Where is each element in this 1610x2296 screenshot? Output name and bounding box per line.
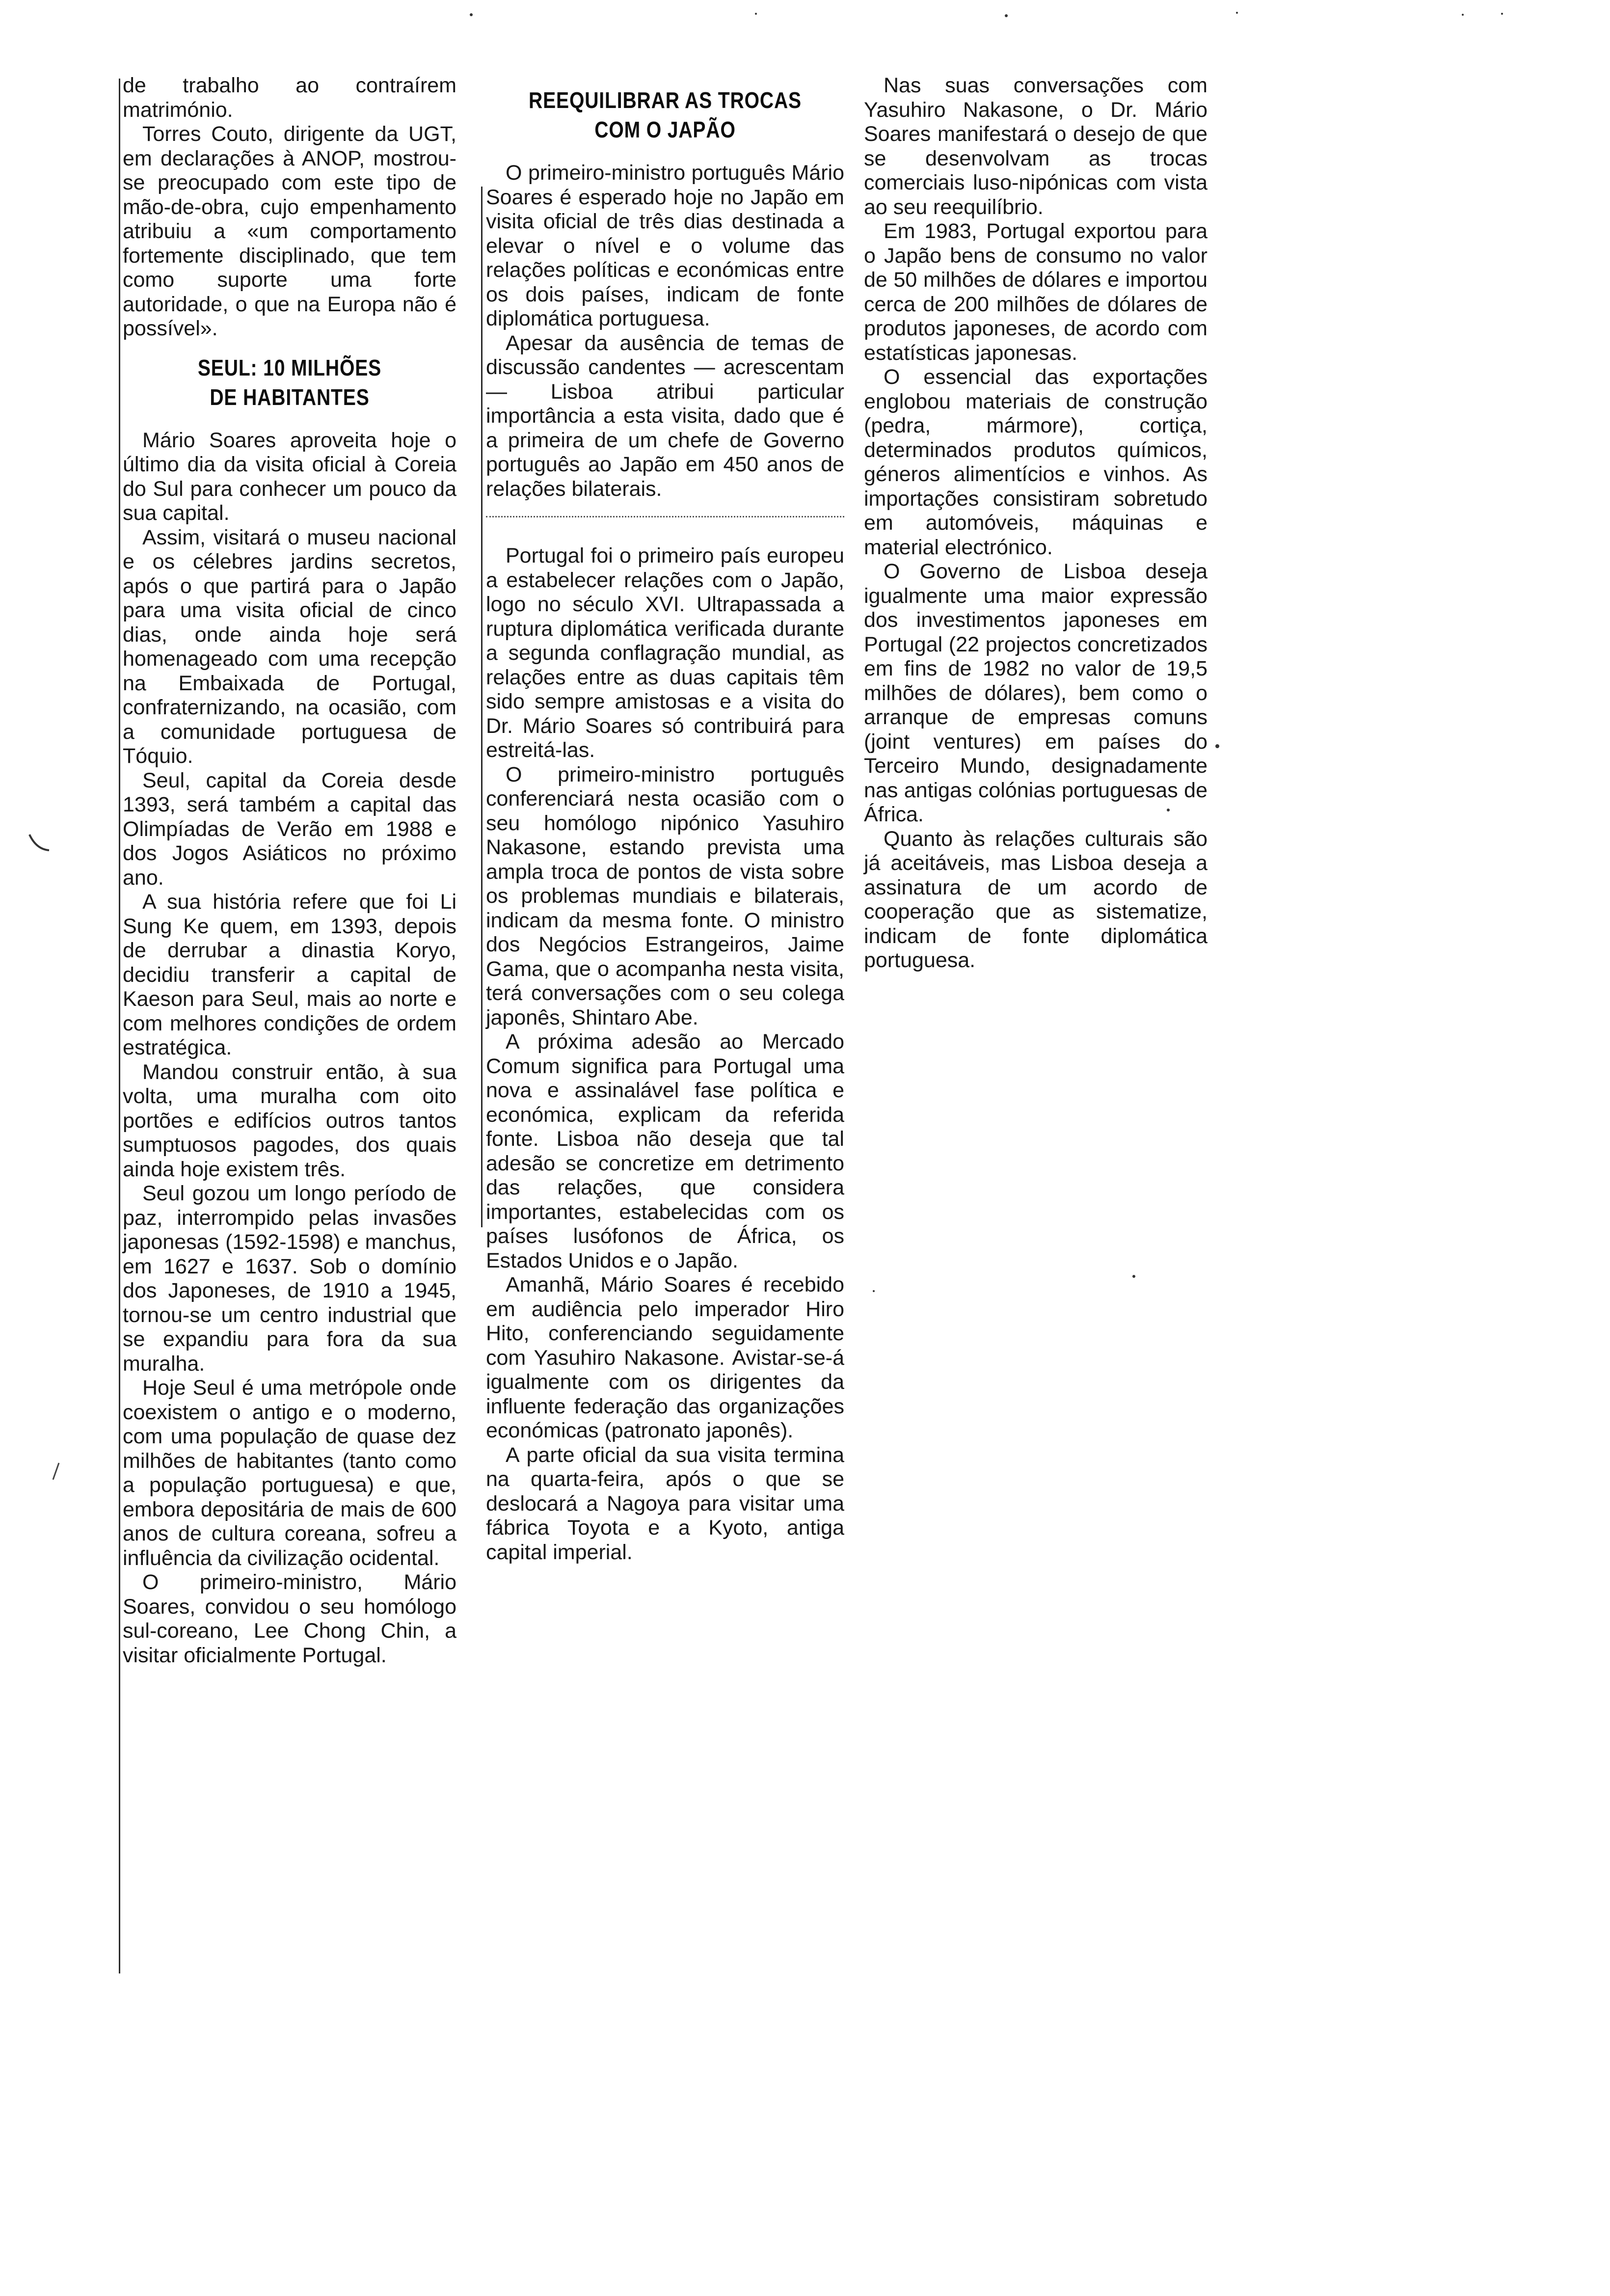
article-paragraph: O Governo de Lisboa deseja igualmente uma maior expressão dos investimentos japoneses em Portugal (22 projectos concretizados em fins de 1982 no valor de 19,5 milhões de dólares), bem como o arranque de empresas comuns (joint ventures) em países do Terceiro Mundo, designadamente nas antigas colónias portuguesas de África. (864, 560, 1208, 826)
article-paragraph: O primeiro-ministro português conferenciará nesta ocasião com o seu homólogo nipónico Yasuhiro Nakasone, estando prevista uma ampla troca de pontos de vista sobre os problemas mundiais e bilaterais, indicam da mesma fonte. O ministro dos Negócios Estrangeiros, Jaime Gama, que o acompanha nesta visita, terá conversações com o seu colega japonês, Shintaro Abe. (486, 762, 844, 1029)
article-paragraph: Mandou construir então, à sua volta, uma muralha com oito portões e edifícios outros tantos sumptuosos pagodes, dos quais ainda hoje existem três. (123, 1060, 456, 1181)
headline-line: REEQUILIBRAR AS TROCAS (528, 87, 802, 113)
column-edge-line (119, 491, 120, 1973)
article-paragraph: A próxima adesão ao Mercado Comum significa para Portugal uma nova e assinalável fase política e económica, explicam da referida fonte. Lisboa não deseja que tal adesão se concretize em detrimento das relações, que considera importantes, estabelecidas com os países lusófonos de África, os Estados Unidos e o Japão. (486, 1030, 844, 1272)
article-paragraph: O primeiro-ministro português Mário Soares é esperado hoje no Japão em visita oficial de três dias destinada a elevar o nível e o volume das relações políticas e económicas entre os dois países, indicam de fonte diplomática portuguesa. (486, 161, 844, 330)
article-paragraph: Em 1983, Portugal exportou para o Japão bens de consumo no valor de 50 milhões de dólares e importou cerca de 200 milhões de dólares de produtos japoneses, de acordo com estatísticas japonesas. (864, 219, 1208, 365)
article-paragraph: A sua história refere que foi Li Sung Ke quem, em 1393, depois de derrubar a dinastia Koryo, decidiu transferir a capital de Kaeson para Seul, mais ao norte e com melhores condições de ordem estratégica. (123, 890, 456, 1059)
article-paragraph: O essencial das exportações englobou materiais de construção (pedra, mármore), cortiça, determinados produtos químicos, géneros alimentícios e vinhos. As importações consistiram sobretudo em automóveis, máquinas e material electrónico. (864, 365, 1208, 559)
article-paragraph: Quanto às relações culturais são já aceitáveis, mas Lisboa deseja a assinatura de um acordo de cooperação que as sistematize, indicam de fonte diplomática portuguesa. (864, 827, 1208, 972)
article-paragraph: Portugal foi o primeiro país europeu a estabelecer relações com o Japão, logo no século XVI. Ultrapassada a ruptura diplomática verificada durante a segunda conflagração mundial, as relações entre as duas capitais têm sido sempre amistosas e a visita do Dr. Mário Soares só contribuirá para estreitá-las. (486, 544, 844, 762)
article-column-3 (864, 74, 1208, 973)
article-paragraph: Apesar da ausência de temas de discussão candentes — acrescentam — Lisboa atribui particular importância a esta visita, dado que é a primeira de um chefe de Governo português ao Japão em 450 anos de relações bilaterais. (486, 331, 844, 501)
article-paragraph: Amanhã, Mário Soares é recebido em audiência pelo imperador Hiro Hito, conferenciando seguidamente com Yasuhiro Nakasone. Avistar-se-á igualmente com os dirigentes da influente federação das organizações económicas (patronato japonês). (486, 1273, 844, 1442)
article-paragraph: Nas suas conversações com Yasuhiro Nakasone, o Dr. Mário Soares manifestará o desejo de que se desenvolvam as trocas comerciais luso-nipónicas com vista ao seu reequilíbrio. (864, 74, 1208, 219)
article-paragraph: O primeiro-ministro, Mário Soares, convidou o seu homólogo sul-coreano, Lee Chong Chin, a visitar oficialmente Portugal. (123, 1570, 456, 1667)
article-column-2 (486, 74, 844, 1565)
column-edge-line (481, 187, 483, 1227)
article-paragraph: A parte oficial da sua visita termina na quarta-feira, após o que se deslocará a Nagoya para visitar uma fábrica Toyota e a Kyoto, antiga capital imperial. (486, 1443, 844, 1564)
article-paragraph: Assim, visitará o museu nacional e os célebres jardins secretos, após o que partirá para o Japão para uma visita oficial de cinco dias, onde ainda hoje será homenageado com uma recepção na Embaixada de Portugal, confraternizando, na ocasião, com a comunidade portuguesa de Tóquio. (123, 525, 456, 768)
article-headline (148, 353, 431, 412)
headline-line: COM O JAPÃO (594, 117, 736, 142)
article-headline (513, 85, 818, 144)
column-edge-line (119, 79, 120, 520)
headline-line: SEUL: 10 MILHÕES (197, 354, 382, 380)
article-paragraph: Torres Couto, dirigente da UGT, em declarações à ANOP, mostrou-se preocupado com este tipo de mão-de-obra, cujo empenhamento atribuiu a «um comportamento fortemente disciplinado, que tem como suporte uma forte autoridade, o que na Europa não é possível». (123, 122, 456, 340)
article-column-1 (123, 74, 456, 1668)
article-paragraph: Seul gozou um longo período de paz, interrompido pelas invasões japonesas (1592-1598) e manchus, em 1627 e 1637. Sob o domínio dos Japoneses, de 1910 a 1945, tornou-se um centro industrial que se expandiu para fora da sua muralha. (123, 1182, 456, 1376)
article-paragraph: Hoje Seul é uma metrópole onde coexistem o antigo e o moderno, com uma população de quase dez milhões de habitantes (tanto como a população portuguesa) e que, embora depositária de mais de 600 anos de cultura coreana, sofreu a influência da civilização ocidental. (123, 1376, 456, 1570)
section-divider (486, 516, 844, 517)
article-paragraph: Seul, capital da Coreia desde 1393, será também a capital das Olimpíadas de Verão em 1988 e dos Jogos Asiáticos no próximo ano. (123, 768, 456, 890)
article-paragraph: Mário Soares aproveita hoje o último dia da visita oficial à Coreia do Sul para conhecer um pouco da sua capital. (123, 428, 456, 525)
headline-line: DE HABITANTES (210, 384, 370, 410)
article-paragraph: de trabalho ao contraírem matrimónio. (123, 74, 456, 122)
